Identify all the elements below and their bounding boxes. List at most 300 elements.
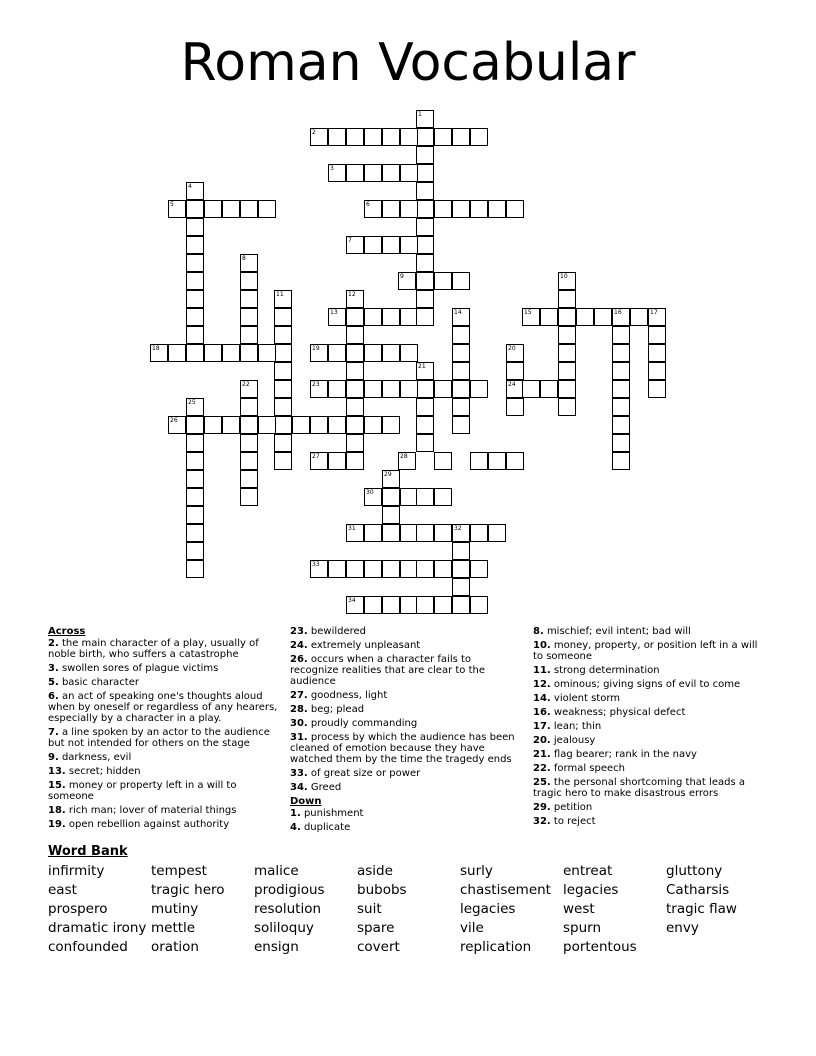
- clue-item-text: violent storm: [550, 693, 621, 704]
- grid-cell[interactable]: [240, 488, 258, 506]
- clue-item: [533, 626, 768, 637]
- grid-cell[interactable]: [594, 308, 612, 326]
- grid-cell[interactable]: [382, 596, 400, 614]
- grid-cell[interactable]: [400, 236, 418, 254]
- word-bank-word: suit: [357, 901, 382, 917]
- clue-item: [533, 735, 768, 746]
- grid-cell[interactable]: [328, 128, 346, 146]
- clue-item: [48, 752, 280, 763]
- word-bank-word: prodigious: [254, 882, 325, 898]
- grid-cell[interactable]: [346, 344, 364, 362]
- grid-cell[interactable]: [506, 452, 524, 470]
- clue-item: [533, 763, 768, 774]
- grid-cell[interactable]: [558, 398, 576, 416]
- grid-cell[interactable]: [470, 524, 488, 542]
- grid-cell[interactable]: [400, 380, 418, 398]
- grid-cell[interactable]: [274, 362, 292, 380]
- grid-cell[interactable]: [382, 128, 400, 146]
- grid-cell[interactable]: [274, 434, 292, 452]
- grid-cell[interactable]: [186, 416, 204, 434]
- grid-cell[interactable]: [186, 218, 204, 236]
- grid-cell[interactable]: [346, 128, 364, 146]
- grid-cell[interactable]: [382, 560, 400, 578]
- word-bank-word: confounded: [48, 939, 128, 955]
- clue-item: [533, 749, 768, 760]
- grid-cell[interactable]: [292, 416, 310, 434]
- word-bank-title: Word Bank: [48, 844, 128, 859]
- grid-cell[interactable]: [416, 596, 434, 614]
- grid-cell[interactable]: [274, 398, 292, 416]
- grid-cell[interactable]: [470, 380, 488, 398]
- clue-item-text: strong determination: [550, 665, 660, 676]
- word-bank-word: gluttony: [666, 863, 723, 879]
- word-bank-row: [48, 881, 778, 900]
- clue-item-number: 12.: [533, 679, 551, 690]
- word-bank-word: vile: [460, 920, 484, 936]
- grid-cell[interactable]: [346, 164, 364, 182]
- clue-item: [533, 693, 768, 704]
- grid-cell[interactable]: [346, 380, 364, 398]
- grid-cell[interactable]: [382, 380, 400, 398]
- clue-number: 11: [276, 291, 284, 298]
- grid-cell[interactable]: [222, 416, 240, 434]
- grid-cell[interactable]: [648, 326, 666, 344]
- clue-item-text: formal speech: [550, 763, 625, 774]
- grid-cell[interactable]: [204, 344, 222, 362]
- clue-item: [290, 626, 522, 637]
- clue-item-number: 34.: [290, 782, 308, 793]
- clue-item: [290, 782, 522, 793]
- clue-item: [48, 766, 280, 777]
- grid-cell[interactable]: [434, 488, 452, 506]
- grid-cell[interactable]: [558, 344, 576, 362]
- grid-cell[interactable]: [346, 362, 364, 380]
- grid-cell[interactable]: [240, 344, 258, 362]
- clue-item-number: 30.: [290, 718, 308, 729]
- grid-cell[interactable]: [382, 506, 400, 524]
- grid-cell[interactable]: [452, 326, 470, 344]
- grid-cell[interactable]: [186, 524, 204, 542]
- grid-cell[interactable]: [470, 200, 488, 218]
- clue-item-text: flag bearer; rank in the navy: [550, 749, 697, 760]
- grid-cell[interactable]: [186, 470, 204, 488]
- grid-cell[interactable]: [258, 200, 276, 218]
- grid-cell[interactable]: [416, 560, 434, 578]
- grid-cell[interactable]: [186, 200, 204, 218]
- word-bank-word: prospero: [48, 901, 108, 917]
- grid-cell[interactable]: [240, 452, 258, 470]
- grid-cell[interactable]: [416, 290, 434, 308]
- grid-cell[interactable]: [416, 434, 434, 452]
- clue-item-text: an act of speaking one's thoughts aloud when by oneself or regardless of any hearers, especially by a character in a play.: [48, 691, 278, 724]
- grid-cell[interactable]: [382, 200, 400, 218]
- grid-cell[interactable]: [452, 128, 470, 146]
- grid-cell[interactable]: [274, 308, 292, 326]
- clue-item: [533, 721, 768, 732]
- clue-item-number: 9.: [48, 752, 59, 763]
- grid-cell[interactable]: [186, 452, 204, 470]
- grid-cell[interactable]: [186, 560, 204, 578]
- grid-cell[interactable]: [612, 344, 630, 362]
- grid-cell[interactable]: [452, 596, 470, 614]
- clue-item-number: 7.: [48, 727, 59, 738]
- grid-cell[interactable]: [364, 308, 382, 326]
- clue-item: [48, 691, 280, 724]
- grid-cell[interactable]: [240, 398, 258, 416]
- grid-cell[interactable]: [558, 290, 576, 308]
- clue-number: 15: [524, 309, 532, 316]
- grid-cell[interactable]: [612, 380, 630, 398]
- clue-item: [290, 718, 522, 729]
- grid-cell[interactable]: [274, 416, 292, 434]
- clue-item: [290, 732, 522, 765]
- grid-cell[interactable]: [506, 398, 524, 416]
- clue-item: [533, 816, 768, 827]
- grid-cell[interactable]: [364, 596, 382, 614]
- clue-number: 10: [560, 273, 568, 280]
- clue-item-text: proudly commanding: [307, 718, 418, 729]
- clue-number: 1: [418, 111, 422, 118]
- grid-cell[interactable]: [328, 560, 346, 578]
- grid-cell[interactable]: [452, 362, 470, 380]
- grid-cell[interactable]: [506, 362, 524, 380]
- grid-cell[interactable]: [258, 344, 276, 362]
- grid-cell[interactable]: [382, 308, 400, 326]
- clue-item-text: weakness; physical defect: [550, 707, 686, 718]
- clue-item-text: darkness, evil: [58, 752, 132, 763]
- grid-cell[interactable]: [452, 578, 470, 596]
- grid-cell[interactable]: [186, 542, 204, 560]
- grid-cell[interactable]: [364, 164, 382, 182]
- clue-item-number: 24.: [290, 640, 308, 651]
- clue-item: [533, 777, 768, 799]
- grid-cell[interactable]: [240, 470, 258, 488]
- grid-cell[interactable]: [346, 434, 364, 452]
- grid-cell[interactable]: [612, 452, 630, 470]
- grid-cell[interactable]: [328, 416, 346, 434]
- clue-item-number: 21.: [533, 749, 551, 760]
- grid-cell[interactable]: [470, 452, 488, 470]
- grid-cell[interactable]: [434, 452, 452, 470]
- grid-cell[interactable]: [416, 146, 434, 164]
- grid-cell[interactable]: [470, 128, 488, 146]
- clue-item-number: 14.: [533, 693, 551, 704]
- grid-cell[interactable]: [204, 200, 222, 218]
- grid-cell[interactable]: [576, 308, 594, 326]
- clue-number: 4: [188, 183, 192, 190]
- word-bank-word: spare: [357, 920, 395, 936]
- grid-cell[interactable]: [416, 254, 434, 272]
- clue-number: 12: [348, 291, 356, 298]
- grid-cell[interactable]: [168, 344, 186, 362]
- grid-cell[interactable]: [416, 398, 434, 416]
- grid-cell[interactable]: [364, 128, 382, 146]
- grid-cell[interactable]: [382, 524, 400, 542]
- grid-cell[interactable]: [364, 344, 382, 362]
- grid-cell[interactable]: [346, 308, 364, 326]
- grid-cell[interactable]: [222, 200, 240, 218]
- clue-number: 34: [348, 597, 356, 604]
- grid-cell[interactable]: [186, 488, 204, 506]
- grid-cell[interactable]: [558, 362, 576, 380]
- grid-cell[interactable]: [310, 416, 328, 434]
- clue-item-text: goodness, light: [307, 690, 388, 701]
- grid-cell[interactable]: [416, 218, 434, 236]
- clue-item-text: money or property left in a will to someone: [48, 780, 237, 802]
- clue-section-heading: Across: [48, 626, 86, 637]
- grid-cell[interactable]: [434, 128, 452, 146]
- grid-cell[interactable]: [434, 524, 452, 542]
- grid-cell[interactable]: [328, 380, 346, 398]
- word-bank-word: tragic flaw: [666, 901, 737, 917]
- clue-item: [48, 638, 280, 660]
- clue-item-number: 27.: [290, 690, 308, 701]
- clue-item-number: 25.: [533, 777, 551, 788]
- clue-item-number: 3.: [48, 663, 59, 674]
- clue-item-number: 13.: [48, 766, 66, 777]
- grid-cell[interactable]: [612, 326, 630, 344]
- clue-number: 5: [170, 201, 174, 208]
- clue-item-number: 11.: [533, 665, 551, 676]
- grid-cell[interactable]: [364, 236, 382, 254]
- clue-item-text: the personal shortcoming that leads a tragic hero to make disastrous errors: [533, 777, 745, 799]
- clue-number: 30: [366, 489, 374, 496]
- grid-cell[interactable]: [382, 236, 400, 254]
- grid-cell[interactable]: [346, 452, 364, 470]
- word-bank-word: resolution: [254, 901, 322, 917]
- clue-item-number: 17.: [533, 721, 551, 732]
- clue-number: 17: [650, 309, 658, 316]
- puzzle-title: Roman Vocabular: [180, 33, 636, 93]
- grid-cell[interactable]: [346, 560, 364, 578]
- clue-number: 13: [330, 309, 338, 316]
- grid-cell[interactable]: [470, 560, 488, 578]
- grid-cell[interactable]: [648, 380, 666, 398]
- clue-item-number: 22.: [533, 763, 551, 774]
- grid-cell[interactable]: [204, 416, 222, 434]
- clue-number: 6: [366, 201, 370, 208]
- grid-cell[interactable]: [274, 452, 292, 470]
- clue-item-number: 19.: [48, 819, 66, 830]
- word-bank-word: mettle: [151, 920, 196, 936]
- grid-cell[interactable]: [506, 200, 524, 218]
- grid-cell[interactable]: [452, 542, 470, 560]
- word-bank-row: [48, 900, 778, 919]
- grid-cell[interactable]: [416, 128, 434, 146]
- grid-cell[interactable]: [452, 380, 470, 398]
- grid-cell[interactable]: [186, 326, 204, 344]
- word-bank-word: east: [48, 882, 77, 898]
- grid-cell[interactable]: [240, 290, 258, 308]
- grid-cell[interactable]: [400, 200, 418, 218]
- clue-item: [290, 822, 522, 833]
- grid-cell[interactable]: [452, 560, 470, 578]
- grid-cell[interactable]: [416, 416, 434, 434]
- grid-cell[interactable]: [452, 398, 470, 416]
- word-bank-row: [48, 919, 778, 938]
- grid-cell[interactable]: [540, 380, 558, 398]
- word-bank-word: dramatic irony: [48, 920, 147, 936]
- grid-cell[interactable]: [416, 524, 434, 542]
- clue-item: [533, 707, 768, 718]
- clue-number: 26: [170, 417, 178, 424]
- grid-cell[interactable]: [416, 380, 434, 398]
- grid-cell[interactable]: [400, 164, 418, 182]
- clue-item-number: 29.: [533, 802, 551, 813]
- clue-item-text: occurs when a character fails to recognize realities that are clear to the audience: [290, 654, 485, 687]
- grid-cell[interactable]: [274, 344, 292, 362]
- word-bank-word: portentous: [563, 939, 637, 955]
- clue-item: [290, 768, 522, 779]
- grid-cell[interactable]: [382, 344, 400, 362]
- grid-cell[interactable]: [452, 344, 470, 362]
- clue-item-text: punishment: [300, 808, 364, 819]
- word-bank-word: oration: [151, 939, 199, 955]
- grid-cell[interactable]: [452, 416, 470, 434]
- clue-item-text: secret; hidden: [65, 766, 141, 777]
- grid-cell[interactable]: [346, 416, 364, 434]
- clue-number: 18: [152, 345, 160, 352]
- grid-cell[interactable]: [558, 326, 576, 344]
- grid-cell[interactable]: [400, 128, 418, 146]
- grid-cell[interactable]: [416, 236, 434, 254]
- clue-number: 9: [400, 273, 404, 280]
- clue-item: [48, 663, 280, 674]
- clue-item-number: 23.: [290, 626, 308, 637]
- grid-cell[interactable]: [416, 164, 434, 182]
- grid-cell[interactable]: [416, 182, 434, 200]
- grid-cell[interactable]: [434, 380, 452, 398]
- word-bank-word: aside: [357, 863, 393, 879]
- grid-cell[interactable]: [416, 308, 434, 326]
- grid-cell[interactable]: [364, 380, 382, 398]
- grid-cell[interactable]: [186, 506, 204, 524]
- clue-item-number: 10.: [533, 640, 551, 651]
- grid-cell[interactable]: [240, 308, 258, 326]
- clue-number: 24: [508, 381, 516, 388]
- grid-cell[interactable]: [346, 326, 364, 344]
- grid-cell[interactable]: [612, 434, 630, 452]
- grid-cell[interactable]: [328, 344, 346, 362]
- clues-column-1: [48, 626, 280, 833]
- grid-cell[interactable]: [612, 416, 630, 434]
- clue-number: 2: [312, 129, 316, 136]
- clue-item-number: 1.: [290, 808, 301, 819]
- grid-cell[interactable]: [274, 326, 292, 344]
- clue-item: [290, 690, 522, 701]
- grid-cell[interactable]: [470, 596, 488, 614]
- word-bank-word: bubobs: [357, 882, 407, 898]
- grid-cell[interactable]: [364, 524, 382, 542]
- grid-cell[interactable]: [364, 416, 382, 434]
- clue-number: 7: [348, 237, 352, 244]
- grid-cell[interactable]: [186, 290, 204, 308]
- word-bank-word: west: [563, 901, 595, 917]
- grid-cell[interactable]: [346, 398, 364, 416]
- grid-cell[interactable]: [186, 344, 204, 362]
- grid-cell[interactable]: [222, 344, 240, 362]
- word-bank-word: ensign: [254, 939, 299, 955]
- grid-cell[interactable]: [558, 308, 576, 326]
- clue-item-text: open rebellion against authority: [65, 819, 230, 830]
- word-bank-word: malice: [254, 863, 299, 879]
- clue-item: [48, 805, 280, 816]
- clue-item-text: money, property, or position left in a will to someone: [533, 640, 758, 662]
- grid-cell[interactable]: [612, 362, 630, 380]
- word-bank-row: [48, 862, 778, 881]
- grid-cell[interactable]: [400, 344, 418, 362]
- grid-cell[interactable]: [648, 344, 666, 362]
- clue-number: 25: [188, 399, 196, 406]
- clue-item-text: jealousy: [550, 735, 596, 746]
- grid-cell[interactable]: [240, 200, 258, 218]
- grid-cell[interactable]: [240, 326, 258, 344]
- grid-cell[interactable]: [416, 200, 434, 218]
- grid-cell[interactable]: [630, 308, 648, 326]
- clue-item-text: a line spoken by an actor to the audience but not intended for others on the stage: [48, 727, 270, 749]
- word-bank-word: legacies: [460, 901, 516, 917]
- word-bank-word: mutiny: [151, 901, 199, 917]
- grid-cell[interactable]: [186, 236, 204, 254]
- grid-cell[interactable]: [416, 272, 434, 290]
- grid-cell[interactable]: [540, 308, 558, 326]
- grid-cell[interactable]: [452, 200, 470, 218]
- word-bank-word: entreat: [563, 863, 613, 879]
- grid-cell[interactable]: [416, 488, 434, 506]
- clue-section-heading: Down: [290, 796, 322, 807]
- grid-cell[interactable]: [434, 200, 452, 218]
- word-bank-word: legacies: [563, 882, 619, 898]
- grid-cell[interactable]: [612, 398, 630, 416]
- clue-item-text: petition: [550, 802, 593, 813]
- grid-cell[interactable]: [186, 272, 204, 290]
- clue-item: [48, 677, 280, 688]
- grid-cell[interactable]: [240, 416, 258, 434]
- grid-cell[interactable]: [648, 362, 666, 380]
- clue-item-number: 4.: [290, 822, 301, 833]
- grid-cell[interactable]: [382, 164, 400, 182]
- grid-cell[interactable]: [488, 452, 506, 470]
- grid-cell[interactable]: [328, 452, 346, 470]
- grid-cell[interactable]: [382, 488, 400, 506]
- word-bank-word: spurn: [563, 920, 602, 936]
- grid-cell[interactable]: [452, 272, 470, 290]
- clue-number: 14: [454, 309, 462, 316]
- grid-cell[interactable]: [558, 380, 576, 398]
- grid-cell[interactable]: [240, 272, 258, 290]
- grid-cell[interactable]: [434, 596, 452, 614]
- grid-cell[interactable]: [488, 524, 506, 542]
- grid-cell[interactable]: [382, 416, 400, 434]
- grid-cell[interactable]: [434, 272, 452, 290]
- grid-cell[interactable]: [240, 434, 258, 452]
- grid-cell[interactable]: [258, 416, 276, 434]
- clues-column-3: [533, 626, 768, 830]
- word-bank-word: envy: [666, 920, 699, 936]
- clue-item: [533, 665, 768, 676]
- grid-cell[interactable]: [186, 254, 204, 272]
- grid-cell[interactable]: [274, 380, 292, 398]
- grid-cell[interactable]: [434, 560, 452, 578]
- clue-item: [48, 780, 280, 802]
- grid-cell[interactable]: [488, 200, 506, 218]
- grid-cell[interactable]: [364, 560, 382, 578]
- clue-number: 19: [312, 345, 320, 352]
- clue-number: 28: [400, 453, 408, 460]
- grid-cell[interactable]: [186, 308, 204, 326]
- grid-cell[interactable]: [186, 434, 204, 452]
- grid-cell[interactable]: [522, 380, 540, 398]
